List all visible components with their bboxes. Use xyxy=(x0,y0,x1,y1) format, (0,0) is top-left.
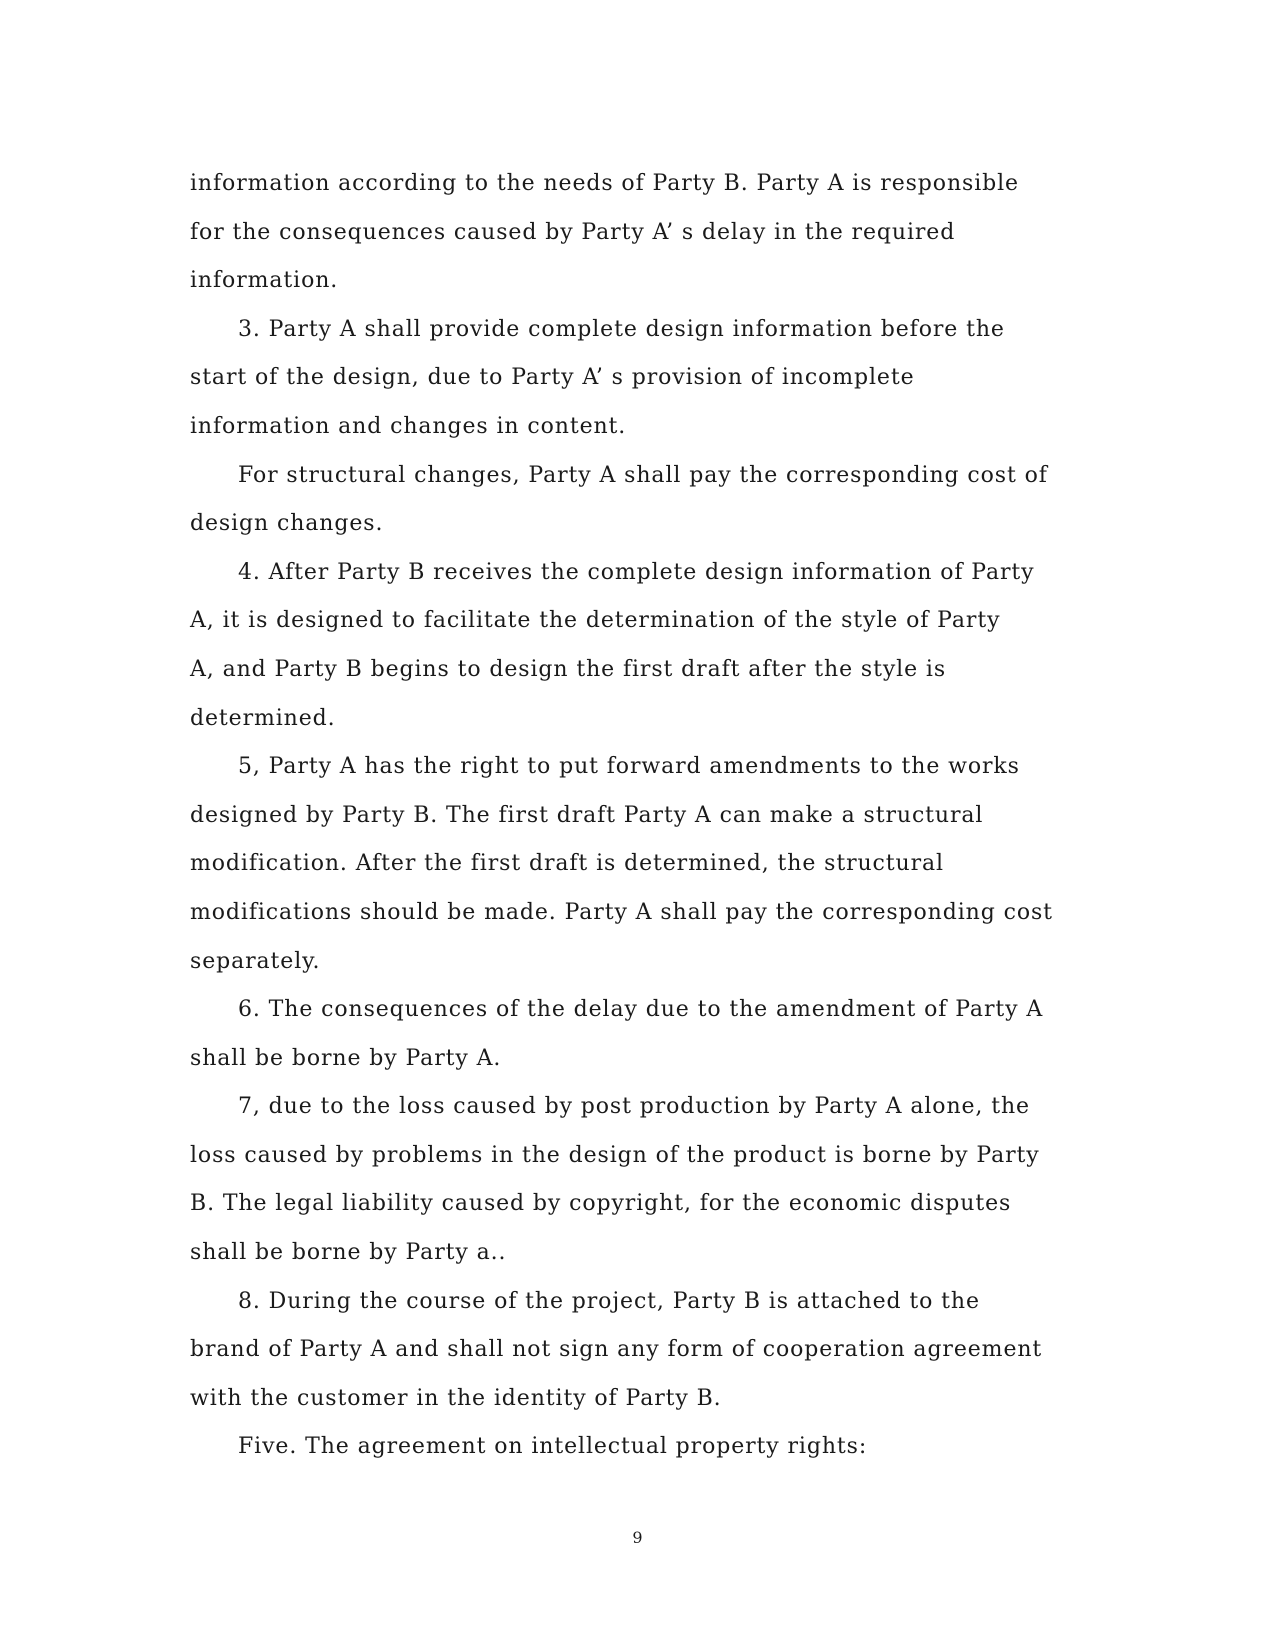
text-line: for the consequences caused by Party A’ s delay in the required xyxy=(190,219,956,245)
clause-3-line: 3. Party A shall provide complete design information before the xyxy=(238,316,1005,342)
section-heading-line: Five. The agreement on intellectual property rights: xyxy=(238,1434,868,1460)
text-line: with the customer in the identity of Party B. xyxy=(190,1385,722,1411)
text-line: start of the design, due to Party A’ s provision of incomplete xyxy=(190,365,915,391)
clause-7-line: 7, due to the loss caused by post production by Party A alone, the xyxy=(238,1094,1030,1120)
text-line: brand of Party A and shall not sign any form of cooperation agreement xyxy=(190,1337,1043,1363)
text-line: modifications should be made. Party A shall pay the corresponding cost xyxy=(190,899,1053,925)
text-line: designed by Party B. The first draft Party A can make a structural xyxy=(190,802,984,828)
text-line: shall be borne by Party a.. xyxy=(190,1240,507,1266)
clause-5-line: 5, Party A has the right to put forward amendments to the works xyxy=(238,754,1020,780)
clause-4-line: 4. After Party B receives the complete design information of Party xyxy=(238,559,1035,585)
page-number: 9 xyxy=(632,1528,643,1547)
text-line: A, it is designed to facilitate the determination of the style of Party xyxy=(190,608,1001,634)
body-text xyxy=(190,160,1090,1472)
text-line: A, and Party B begins to design the first draft after the style is xyxy=(190,656,947,682)
text-line: information. xyxy=(190,268,339,294)
text-line: loss caused by problems in the design of the product is borne by Party xyxy=(190,1142,1040,1168)
paragraph-start-line: For structural changes, Party A shall pay the corresponding cost of xyxy=(238,462,1048,488)
clause-8-line: 8. During the course of the project, Party B is attached to the xyxy=(238,1288,980,1314)
text-line: modification. After the first draft is determined, the structural xyxy=(190,851,944,877)
clause-6-line: 6. The consequences of the delay due to the amendment of Party A xyxy=(238,997,1044,1023)
text-line: shall be borne by Party A. xyxy=(190,1045,502,1071)
text-line: information and changes in content. xyxy=(190,413,627,439)
text-line: B. The legal liability caused by copyright, for the economic disputes xyxy=(190,1191,1012,1217)
text-line: separately. xyxy=(190,948,321,974)
text-line: design changes. xyxy=(190,511,384,537)
text-line: determined. xyxy=(190,705,336,731)
text-line: information according to the needs of Party B. Party A is responsible xyxy=(190,171,1019,196)
